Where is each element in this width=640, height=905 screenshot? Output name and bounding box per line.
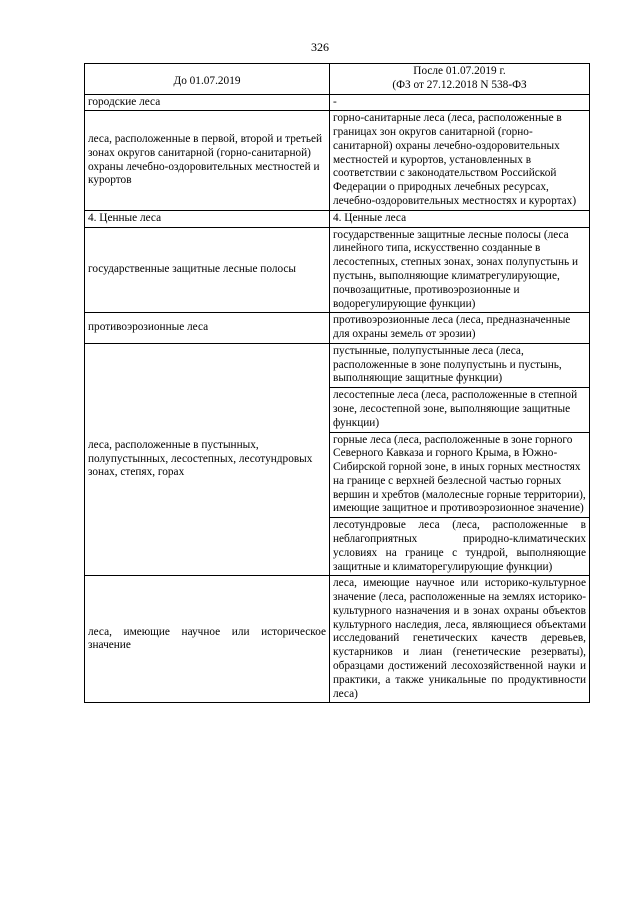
table-row xyxy=(85,227,590,313)
header-after: После 01.07.2019 г. (ФЗ от 27.12.2018 N 538-ФЗ xyxy=(330,64,590,95)
cell-before: 4. Ценные леса xyxy=(85,210,330,227)
cell-after-group xyxy=(330,343,590,576)
table-row xyxy=(85,576,590,703)
cell-before: леса, расположенные в первой, второй и третьей зонах округов санитарной (горно-санитарной) охраны лечебно-оздоровительных местностей и курортов xyxy=(85,111,330,210)
table-row xyxy=(85,111,590,210)
cell-before: противоэрозионные леса xyxy=(85,313,330,344)
nested-list xyxy=(330,344,589,576)
list-item: лесостепные леса (леса, расположенные в степной зоне, лесостепной зоне, выполняющие защитные функции) xyxy=(330,388,589,432)
cell-before: леса, имеющие научное или историческое значение xyxy=(85,576,330,703)
table-row xyxy=(85,343,590,576)
cell-after: 4. Ценные леса xyxy=(330,210,590,227)
table-row xyxy=(85,94,590,111)
page-number: 326 xyxy=(311,40,329,54)
cell-after: - xyxy=(330,94,590,111)
cell-after: государственные защитные лесные полосы (леса линейного типа, искусственно созданные в лесостепных, степных зонах, зонах полупустынь и пустынь, выполняющие климатрегулирующие, почвозащитные, противоэрозионные и водорегулирующие функции) xyxy=(330,227,590,313)
list-item: горные леса (леса, расположенные в зоне горного Северного Кавказа и горного Крыма, в Южно-Сибирской горной зоне, в иных горных местностях на границе с верхней безлесной частью горных вершин и хребтов (малолесные горные территории), имеющие защитное и противоэрозионное значение) xyxy=(330,432,589,518)
comparison-table xyxy=(84,63,590,703)
cell-after: горно-санитарные леса (леса, расположенные в границах зон округов санитарной (горно-санитарной) охраны лечебно-оздоровительных местностей и курортов, установленных в соответствии с законодательством Российской Федерации о природных лечебных ресурсах, лечебно-оздоровительных местностях и курортах) xyxy=(330,111,590,210)
cell-before: городские леса xyxy=(85,94,330,111)
header-before: До 01.07.2019 xyxy=(85,64,330,95)
cell-after: противоэрозионные леса (леса, предназначенные для охраны земель от эрозии) xyxy=(330,313,590,344)
cell-after: леса, имеющие научное или историко-культурное значение (леса, расположенные на землях историко-культурного назначения и в зонах охраны объектов культурного наследия, леса, являющиеся объектами исследований генетических качеств деревьев, кустарников и лиан (генетические резерваты), образцами достижений лесохозяйственной науки и практики, а также уникальные по продуктивности леса) xyxy=(330,576,590,703)
list-item: лесотундровые леса (леса, расположенные в неблагоприятных природно-климатических условиях на границе с тундрой, выполняющие защитные и климаторегулирующие функции) xyxy=(333,519,586,573)
list-item: пустынные, полупустынные леса (леса, расположенные в зоне полупустынь и пустынь, выполняющие защитные функции) xyxy=(330,344,589,388)
table-row xyxy=(85,313,590,344)
table-header-row xyxy=(85,64,590,95)
cell-before: государственные защитные лесные полосы xyxy=(85,227,330,313)
cell-before: леса, расположенные в пустынных, полупустынных, лесостепных, лесотундровых зонах, степях, горах xyxy=(85,343,330,576)
table-row xyxy=(85,210,590,227)
